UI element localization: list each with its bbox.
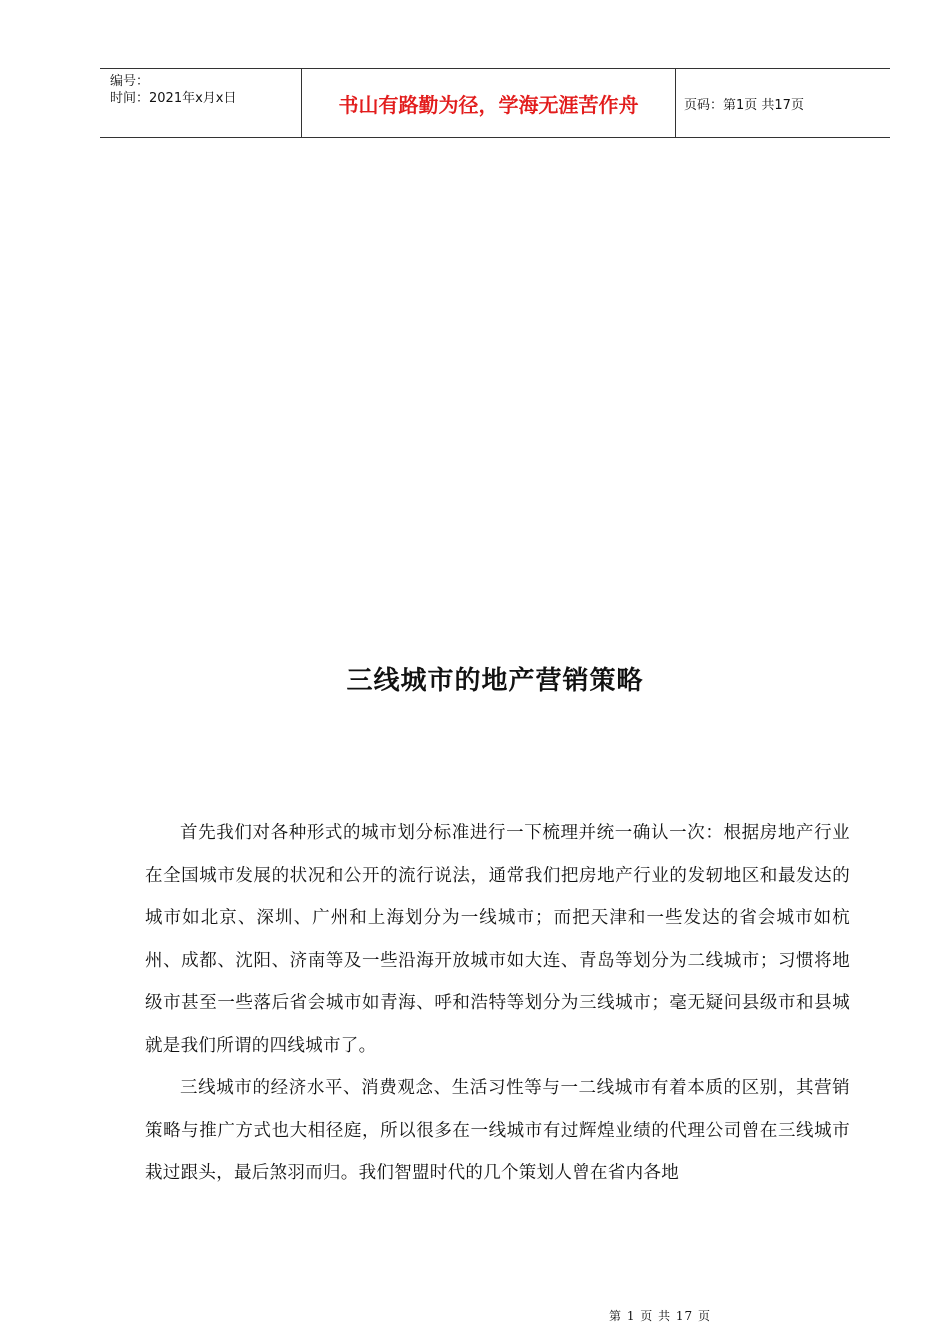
document-title: 三线城市的地产营销策略 [346,666,644,696]
paragraph: 首先我们对各种形式的城市划分标准进行一下梳理并统一确认一次：根据房地产行业在全国城市发展的状况和公开的流行说法，通常我们把房地产行业的发轫地区和最发达的城市如北京、深圳、广州和上海划分为一线城市；而把天津和一些发达的省会城市如杭州、成都、沈阳、济南等及一些沿海开放城市如大连、青岛等划分为二线城市；习惯将地级市甚至一些落后省会城市如青海、呼和浩特等划分为三线城市；毫无疑问县级市和县城就是我们所谓的四线城市了。 [145,823,850,1056]
header-table [100,68,890,138]
header-meta-cell [100,69,302,137]
doc-time-label: 时间：2021年x月x日 [110,91,237,106]
header-motto: 书山有路勤为径，学海无涯苦作舟 [302,69,676,137]
document-body [145,812,850,1195]
header-page-info: 页码：第1页 共17页 [684,97,804,113]
doc-number-label: 编号： [110,74,150,89]
paragraph: 三线城市的经济水平、消费观念、生活习性等与一二线城市有着本质的区别，其营销策略与推广方式也大相径庭，所以很多在一线城市有过辉煌业绩的代理公司曾在三线城市栽过跟头，最后煞羽而归。我们智盟时代的几个策划人曾在省内各地 [145,1078,850,1183]
page-footer: 第 1 页 共 17 页 [609,1309,711,1323]
